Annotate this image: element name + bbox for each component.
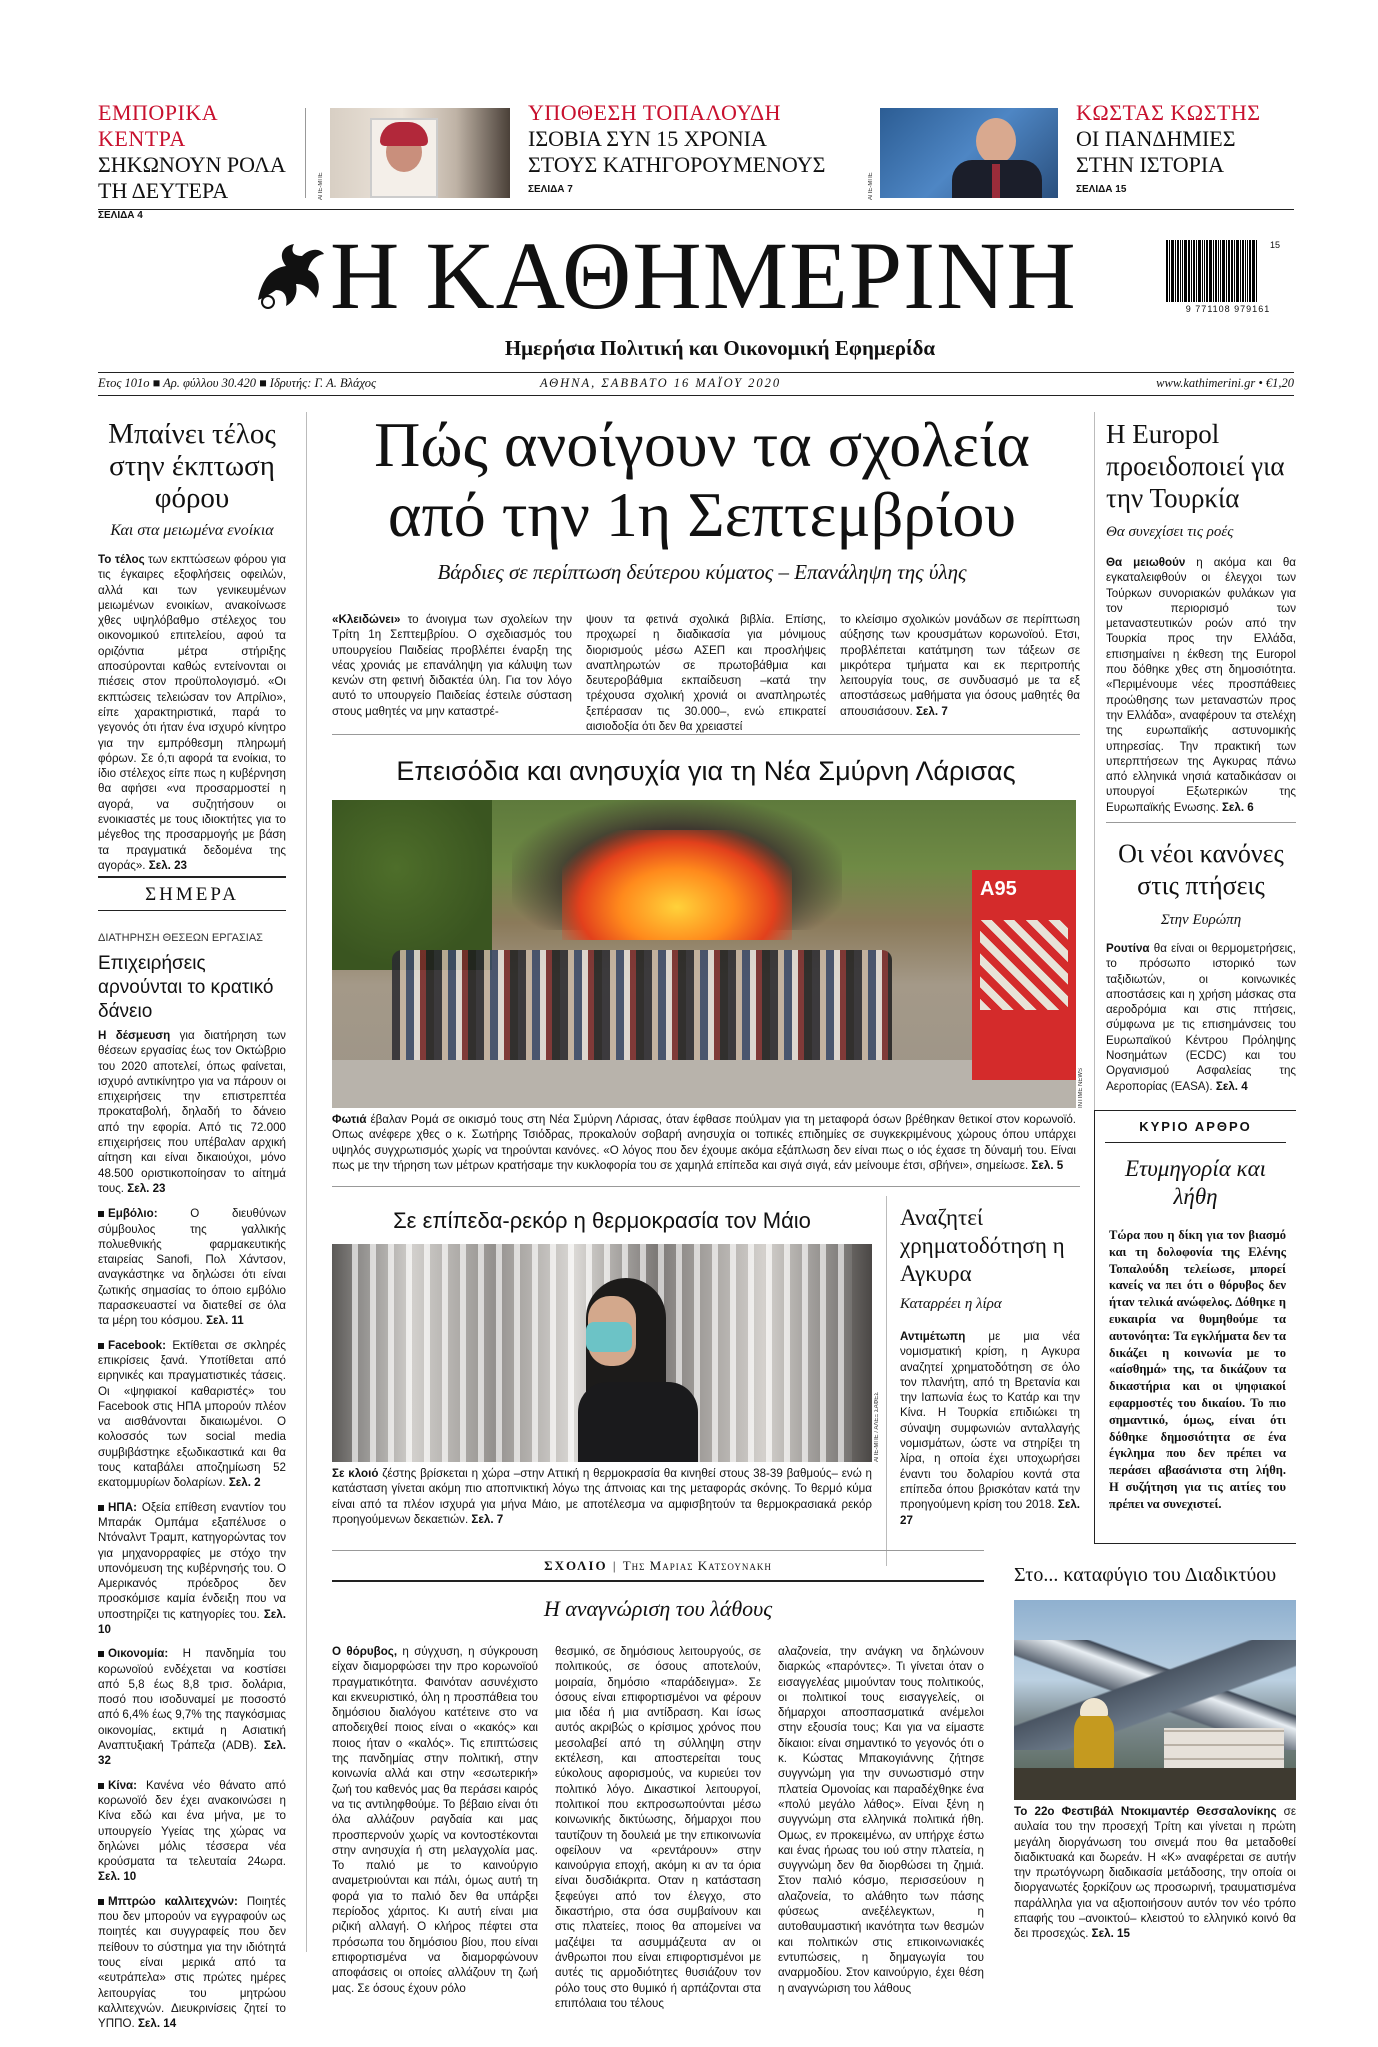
main-col-1 bbox=[332, 612, 572, 719]
story-headline: Οι νέοι κανόνες στις πτήσεις bbox=[1118, 839, 1284, 900]
fire-truck bbox=[972, 870, 1076, 1080]
column-col-2: θεσμικό, σε δημόσιους λειτουργούς, σε πολιτικούς, σε όσους αποτελούν, μοιραία, δημόσιο «παράδειγμα». Σε όσους είναι επιφορτισμένοι να φέρουν μια ιδέα ή μια αντίδραση. Και ίσως αυτός ακριβώς ο κρίσιμος χρόνος που μεσολαβεί από τη σύλληψη στην εκτέλεση, και αποστερείται τους εύκολους αφορισμούς, να κυριεύει τον πολιτικό λόγο. Δικαστικοί λειτουργοί, πολιτικοί που εκπροσωπούνται μέσω κοινωνικής δικτύωσης, δήμαρχοι που ταυτίζουν τη δουλειά με την επικοινωνία οφείλουν να «ρεντάρουν» στην καινούργια εποχή, ακόμη κι αν τα όρια είναι δυσδιάκριτα. Οταν η κατάσταση ξεφεύγει από τον έλεγχο, στο δικαστήριο, στα όσα συμβαίνουν και στις πλατείες, ποιος θα απομείνει να μαζέψει τα ασυμμάζευτα αν οι άνθρωποι που είναι επιφορτισμένοι με αυτές τις αρμοδιότητες θυσιάζουν τον ρόλο τους στο θυμικό ή αρπάζονται στα επιπόλαια του τέλους bbox=[555, 1645, 761, 2010]
caption-lead: Φωτιά bbox=[332, 1113, 367, 1126]
story-headline: Μπαίνει τέλος στην έκπτωση φόρου bbox=[108, 418, 276, 514]
teaser-kicker: ΥΠΟΘΕΣΗ ΤΟΠΑΛΟΥΔΗ bbox=[528, 100, 782, 125]
barcode-addon: 15 bbox=[1270, 240, 1281, 250]
bullet-square bbox=[98, 1211, 104, 1217]
bullet-square bbox=[98, 1505, 104, 1511]
story-text: η σύγχυση, η σύγκρουση είχαν διαμορφώσει την προ κορωνοϊού πραγματικότητα. Φαινόταν ασυνέχιστο και εκνευριστικό, όλη η προσπάθεια του δημόσιου διαλόγου κατέτεινε στο να αποδειχθεί ποιος είναι ο «κακός» και ποιος ήταν ο «καλός». Τις επιπτώσεις της πανδημίας στην πολιτική, στην κοινωνία αλλά και στην «εσωτερική» ζωή του καθενός μας θα περάσει καιρός να τις αντιληφθούμε. Το βέβαιο είναι ότι όλα αλλάζουν ραγδαία και μας προσπερνούν χωρίς να κοντοστέκονται στην ανησυχία ή στη μελαγχολία μας. Το παλιό με το καινούργιο αναμετριούνται και πάλι, όμως αυτή τη φορά για το παλιό δεν θα υπάρξει περίοδος χάριτος. Κι αυτή είναι μια ριζική αλλαγή. Ο κλήρος πέφτει στα πρόσωπα του δημόσιου βίου, που είναι επιφορτισμένα να διαμορφώνουν αποφάσεις οι οποίες αλλάζουν τη ζωή μας. Σε όσους έχουν ρόλο bbox=[332, 1645, 538, 1995]
issue-date: ΑΘΗΝΑ, ΣΑΒΒΑΤΟ 16 ΜΑΪΟΥ 2020 bbox=[540, 376, 782, 390]
main-col-2: ψουν τα φετινά σχολικά βιβλία. Επίσης, προχωρεί η διαδικασία για μόνιμους διορισμούς μέσω ΑΣΕΠ και προσλήψεις αναπληρωτών σε πρωτοβάθμια και δευτεροβάθμια εκπαίδευση –κατά την τρέχουσα σχολική χρονιά οι αναπληρωτές ξεπέρασαν τις 30.000–, ενώ επικρατεί αισιοδοξία ότι δεν θα χρειαστεί bbox=[586, 613, 826, 734]
story-page: Σελ. 27 bbox=[900, 1498, 1080, 1527]
issue-info: Ετος 101ο ■ Αρ. φύλλου 30.420 ■ Ιδρυτής: Γ. Α. Βλάχος bbox=[98, 376, 377, 390]
story-lead: Η δέσμευση bbox=[98, 1029, 171, 1042]
teaser-page: ΣΕΛΙΔΑ 7 bbox=[528, 184, 573, 195]
brief-page: Σελ. 11 bbox=[206, 1314, 244, 1328]
heat-headline[interactable]: Σε επίπεδα-ρεκόρ η θερμοκρασία τον Μάιο bbox=[393, 1208, 811, 1233]
teaser-topaloudi[interactable] bbox=[528, 100, 828, 195]
larissa-caption bbox=[332, 1112, 1076, 1173]
speaker-head bbox=[976, 118, 1016, 164]
editorial-headline: Ετυμηγορία και λήθη bbox=[1124, 1156, 1267, 1209]
brief-page: Σελ. 14 bbox=[137, 2017, 177, 2031]
divider bbox=[98, 395, 1294, 396]
teaser-photo-kostis bbox=[880, 108, 1058, 198]
ground bbox=[1014, 1768, 1296, 1800]
caption-page: Σελ. 7 bbox=[471, 1512, 504, 1526]
divider bbox=[98, 876, 286, 878]
column-header: ΣΧΟΛΙΟ | Της Μαριας Κατσουνακη bbox=[544, 1558, 772, 1573]
divider bbox=[332, 1186, 1080, 1187]
heat-caption bbox=[332, 1466, 872, 1527]
teaser-headline: ΣΗΚΩΝΟΥΝ ΡΟΛΑ ΤΗ ΔΕΥΤΕΡΑ bbox=[98, 152, 285, 203]
larissa-photo bbox=[332, 800, 1076, 1108]
woman-body bbox=[578, 1382, 698, 1462]
story-text: το άνοιγμα των σχολείων την Τρίτη 1η Σεπτεμβρίου. Ο σχεδιασμός του υπουργείου Παιδείας προβλέπει έναρξη της νέας χρονιάς με επανάληψη για κάλυψη των κενών στη φετινή διδακτέα ύλη. Για τον λόγο αυτό το υπουργείο Παιδείας έστειλε σύσταση στους μαθητές να μην καταστρέ- bbox=[332, 613, 572, 718]
europol-story[interactable] bbox=[1106, 418, 1296, 815]
heat-photo bbox=[332, 1244, 872, 1462]
masthead-subtitle: Ημερήσια Πολιτική και Οικονομική Εφημερίδα bbox=[504, 336, 936, 360]
caption-page: Σελ. 5 bbox=[1031, 1158, 1064, 1172]
main-subhead: Βάρδιες σε περίπτωση δεύτερου κύματος – Επανάληψη της ύλης bbox=[437, 560, 967, 584]
main-story[interactable] bbox=[322, 410, 1082, 585]
story-subhead: Καταρρέει η λίρα bbox=[900, 1296, 1002, 1312]
griffin-logo bbox=[248, 238, 328, 310]
story-headline: Η Europol προειδοποιεί για την Τουρκία bbox=[1106, 419, 1285, 513]
brief-page: Σελ. 32 bbox=[98, 1739, 286, 1768]
editorial-label: ΚΥΡΙΟ ΑΡΘΡΟ bbox=[1105, 1119, 1286, 1143]
column-divider bbox=[306, 412, 307, 1952]
left-lead-story[interactable] bbox=[98, 418, 286, 873]
story-page: Σελ. 6 bbox=[1221, 800, 1254, 814]
brief-page: Σελ. 2 bbox=[228, 1476, 261, 1490]
photo-credit: ΑΠΕ-ΜΠΕ / ΑΛΕΞ ΣΑΦΕΣ bbox=[874, 1392, 880, 1462]
today-section[interactable] bbox=[98, 932, 286, 2040]
column-col-3: αλαζονεία, την ανάγκη να δηλώνουν διαρκώς «παρόντες». Τι γίνεται όταν ο εισαγγελέας μιμούνταν τους πολιτικούς, οι πολιτικοί τους εισαγγελείς, οι δήμαρχοι αποσπασματικά ανέμελοι στην εξουσία τους; Και για να είμαστε δίκαιοι: είναι σημαντικό το γεγονός ότι ο κ. Κώστας Μπακογιάννης ζήτησε συγγνώμη για την συνωστισμό στην πλατεία Ομονοίας και παραδέχθηκε ένα «πολύ μεγάλο λάθος». Είναι ξένη η συγγνώμη στα ελληνικά πολιτικά ήθη. Ομως, εν προκειμένω, αν υπήρχε έστω και ένας ήρωας του ιού στην πλατεία, η συγγνώμη δεν θα διορθώσει τη ζημιά. Στον παλιό κόσμο, περισσεύουν η αλαζονεία, το αλάθητο των πάσης φύσεως ανεξέλεγκτων, η αυτοθαυμαστική ικανότητα των θεσμών και πολιτικών στις επικοινωνιακές εντυπώσεις, η δημαγωγία του αναρμοδίου. Στον καινούργιο, έχει θέση η αναγνώριση του λάθους bbox=[778, 1645, 984, 1995]
masthead-title: Η ΚΑΘΗΜΕΡΙΝΗ bbox=[330, 222, 1077, 329]
story-lead: Το τέλος bbox=[98, 553, 145, 566]
teaser-retail[interactable] bbox=[98, 100, 303, 221]
brief-page: Σελ. 10 bbox=[98, 1607, 286, 1636]
today-label: ΣΗΜΕΡΑ bbox=[145, 884, 239, 905]
column-headline[interactable]: Η αναγνώριση του λάθους bbox=[543, 1596, 773, 1621]
festival-photo bbox=[1014, 1600, 1296, 1800]
editorial-box[interactable] bbox=[1094, 1110, 1296, 1544]
teaser-pandemics[interactable] bbox=[1076, 100, 1286, 195]
caption-title: Το 22ο Φεστιβάλ Ντοκιμαντέρ Θεσσαλονίκης bbox=[1014, 1805, 1277, 1818]
flights-story[interactable] bbox=[1106, 838, 1296, 1094]
bullet-square bbox=[98, 1651, 104, 1657]
portrait-hair bbox=[380, 122, 428, 146]
story-lead: «Κλειδώνει» bbox=[332, 613, 401, 626]
main-headline-line1: Πώς ανοίγουν τα σχολεία bbox=[374, 409, 1030, 480]
caption-text: σε αυλαία του την προσεχή Τρίτη και γίνεται η πρώτη μεγάλη διοργάνωση του σινεμά που θα μεταδοθεί διαδικτυακά και δωρεάν. Η «Κ» αναφέρεται σε αυτήν την πρωτόγνωρη διαδικασία μετάδοσης, την οποία οι διοργανωτές ξορκίζουν ως προσωρινή, τραυματισμένα παράλληλα για να αξιοποιήσουν αυτόν τον νέο τρόπο επαφής του –ανοικτού– κλειστού το ελληνικό κοινό θα δει προσεχώς. bbox=[1014, 1805, 1296, 1941]
barcode-number: 9 771108 979161 bbox=[1185, 304, 1271, 314]
main-col-3 bbox=[840, 612, 1080, 719]
divider bbox=[1106, 822, 1296, 823]
today-headline: Επιχειρήσεις αρνούνται το κρατικό δάνειο bbox=[98, 953, 274, 1022]
brief-text: Η πανδημία του κορωνοϊού ενδέχεται να κοστίσει από 5,8 έως 8,8 τρισ. δολάρια, ποσό που ισοδυναμεί με ποσοστό από 6,4% έως 9,7% της παγκόσμιας οικονομίας, εκτιμά η Ασιατική Αναπτυξιακή Τράπεζα (ADB). bbox=[98, 1647, 286, 1753]
story-page: Σελ. 23 bbox=[127, 1181, 166, 1195]
story-headline: Αναζητεί χρηματοδότηση η Αγκυρα bbox=[900, 1205, 1065, 1286]
speaker-tie bbox=[992, 164, 1000, 198]
story-text: θα είναι οι θερμομετρήσεις, το πρόσωπο ιστορικό των ταξιδιωτών, οι κοινωνικές αποστάσεις και η χρήση μάσκας στα αεροδρόμια και στις πτήσεις, σύμφωνα με τις επισημάνσεις του Ευρωπαϊκού Κέντρου Πρόληψης Νοσημάτων (ECDC) και του Οργανισμού Ασφαλείας της Αεροπορίας (EASA). bbox=[1106, 942, 1296, 1093]
brief-text: Εκτίθεται σε σκληρές επικρίσεις ξανά. Υποτίθεται από ειρηνικές και πραγματιστικές τάσεις. Οι «ψηφιακοί καθαριστές» του Facebook στις ΗΠΑ μπορούν πλέον να αισθάνονται δικαιωμένοι. Ο κολοσσός των social media συμβιβάστηκε εξωδικαστικά και θα τους καταβάλει αποζημίωση 52 εκατομμυρίων δολαρίων. bbox=[98, 1338, 286, 1490]
story-lead: Ο θόρυβος, bbox=[332, 1645, 398, 1658]
divider bbox=[332, 1580, 984, 1582]
story-body bbox=[1106, 941, 1296, 1094]
editorial-body: Τώρα που η δίκη για τον βιασμό και τη δολοφονία της Ελένης Τοπαλούδη τελείωσε, μπορεί κανείς να πει ότι ο θόρυβος δεν ήταν τελικά ανώφελος. Δόθηκε η ευκαιρία να θυμηθούμε τα αυτονόητα: Τα εγκλήματα δεν τα δικάζει η κοινωνία με το «αίσθημά» της, τα δικάζουν τα δικαστήρια και οι ψηφιακοί εφαρμοστές του δικαίου. Το πιο σημαντικό, όμως, είναι ότι δόθηκε δημοσιότητα σε ένα έγκλημα που δεν πρέπει να περάσει αβασάνιστα στη λήθη. Η συζήτηση για τις αιτίες του πρέπει να συνεχιστεί. bbox=[1109, 1228, 1286, 1511]
column-author: Της Μαριας Κατσουνακη bbox=[622, 1558, 772, 1573]
brief-usa[interactable] bbox=[98, 1500, 286, 1638]
column-divider bbox=[886, 1196, 887, 1566]
face-mask bbox=[586, 1322, 632, 1352]
brief-head: Κίνα: bbox=[108, 1778, 138, 1792]
brief-text: Κανένα νέο θάνατο από κορωνοϊό δεν έχει ανακοινώσει η Κίνα εδώ και ένα μήνα, με το υπουργείο Υγείας της χώρας να δηλώνει μόλις τέσσερα νέα κρούσματα τα τελευταία 24ωρα. bbox=[98, 1778, 286, 1869]
story-text: των εκπτώσεων φόρου για τις έγκαιρες εξοφλήσεις οφειλών, αλλά και των γενικευμένων μειωμένων ενοικίων, ανακοίνωσε χθες υψηλόβαθμο στέλεχος του οικονομικού επιτελείου, αφού τα οριζόντια μέτρα στήριξης αποσύρονται καθώς εντείνονται οι πιέσεις στον προϋπολογισμό. «Οι εκπτώσεις τελειώσαν τον Απρίλιο», είπε χαρακτηριστικά, παρά το γεγονός ότι ήταν ένα ισχυρό κίνητρο για την εμπρόθεσμη πληρωμή φόρων. Σε ό,τι αφορά τα ενοίκια, το ίδιο στέλεχος είπε πως η κυβέρνηση θα αφήσει «να προσαρμοστεί η αγορά, να συζητήσουν οι ενοικιαστές με τους ιδιοκτήτες για το μέγεθος της προσαρμογής με βάση τα πραγματικά δεδομένα της αγοράς». bbox=[98, 553, 286, 872]
brief-vaccine[interactable] bbox=[98, 1206, 286, 1328]
story-lead: Αντιμέτωπη bbox=[900, 1330, 966, 1343]
fire-truck-label: A95 bbox=[980, 878, 1017, 900]
caption-page: Σελ. 15 bbox=[1091, 1927, 1130, 1941]
divider bbox=[332, 734, 1080, 735]
divider bbox=[332, 1550, 984, 1551]
brief-page: Σελ. 10 bbox=[98, 1870, 137, 1884]
bullet-square bbox=[98, 1899, 104, 1905]
brief-text: Οξεία επίθεση εναντίον του Μπαράκ Ομπάμα εξαπέλυσε ο Ντόναλντ Τραμπ, κατηγορώντας τον για μηχανορραφίες με στόχο την υπονόμευση της κυβέρνησής του. Ο Αμερικανός πρόεδρος δεν προσκόμισε καμία ένδειξη που να υποστηρίζει τις κατηγορίες του. bbox=[98, 1500, 286, 1621]
story-lead: Θα μειωθούν bbox=[1106, 556, 1186, 569]
trees-left bbox=[332, 800, 492, 970]
teaser-headline: ΟΙ ΠΑΝΔΗΜΙΕΣ ΣΤΗΝ ΙΣΤΟΡΙΑ bbox=[1076, 126, 1236, 177]
site-price: www.kathimerini.gr • €1,20 bbox=[1156, 376, 1294, 390]
brief-text: Ποιητές που δεν μπορούν να εγγραφούν ως ποιητές και συγγραφείς που δεν πείθουν το σύστημα για την ιδιότητά τους είναι μερικά από τα «ευτράπελα» στις πρώτες ημέρες λειτουργίας του μητρώου καλλιτεχνών. Διευκρινίσεις ζητεί το ΥΠΠΟ. bbox=[98, 1894, 287, 2031]
bullet-square bbox=[98, 1783, 104, 1789]
caption-text: ζέστης βρίσκεται η χώρα –στην Αττική η θερμοκρασία θα κινηθεί στους 38-39 βαθμούς– ενώ η κατάσταση γίνεται ακόμη πιο αποπνικτική λόγω της άπνοιας και της μεταφοράς σκόνης. Το θερμό κύμα είναι από τα πλέον ισχυρά για μήνα Μάιο, με αποτέλεσμα να αμφισβητούν τα θερμοκρασιακά ρεκόρ προηγούμενων δεκαετιών. bbox=[332, 1467, 872, 1526]
divider bbox=[98, 910, 286, 911]
brief-head: Οικονομία: bbox=[108, 1647, 169, 1661]
caption-lead: Σε κλοιό bbox=[332, 1467, 379, 1480]
photo-credit: ΑΠΕ-ΜΠΕ bbox=[318, 172, 324, 200]
divider bbox=[98, 372, 1294, 373]
brief-head: Facebook: bbox=[108, 1338, 166, 1352]
teaser-page: ΣΕΛΙΔΑ 15 bbox=[1076, 184, 1127, 195]
story-body bbox=[98, 552, 286, 873]
worker bbox=[1074, 1710, 1114, 1770]
teaser-headline: ΙΣΟΒΙΑ ΣΥΝ 15 ΧΡΟΝΙΑ ΣΤΟΥΣ ΚΑΤΗΓΟΡΟΥΜΕΝΟΥΣ bbox=[528, 126, 826, 177]
ankara-story[interactable] bbox=[900, 1204, 1080, 1528]
brief-china[interactable] bbox=[98, 1778, 286, 1885]
divider bbox=[98, 209, 1294, 210]
brief-facebook[interactable] bbox=[98, 1338, 286, 1491]
brief-artists-registry[interactable] bbox=[98, 1894, 286, 2032]
photo-credit: INTIME NEWS bbox=[1078, 1068, 1084, 1108]
story-page: Σελ. 4 bbox=[1215, 1079, 1248, 1093]
road bbox=[332, 1060, 1076, 1108]
crowd bbox=[392, 950, 892, 1070]
teaser-page: ΣΕΛΙΔΑ 4 bbox=[98, 210, 143, 221]
story-page: Σελ. 7 bbox=[915, 704, 948, 718]
teaser-kicker: ΕΜΠΟΡΙΚΑ ΚΕΝΤΡΑ bbox=[98, 100, 217, 151]
fire-flames bbox=[562, 830, 792, 940]
teaser-kicker: ΚΩΣΤΑΣ ΚΩΣΤΗΣ bbox=[1076, 100, 1261, 125]
larissa-headline[interactable]: Επεισόδια και ανησυχία για τη Νέα Σμύρνη Λάρισας bbox=[396, 756, 1016, 786]
story-subhead: Θα συνεχίσει τις ροές bbox=[1106, 524, 1234, 540]
story-subhead: Και στα μειωμένα ενοίκια bbox=[110, 522, 274, 539]
story-text: για διατήρηση των θέσεων εργασίας έως τον Οκτώβριο του 2020 αποτελεί, όπως φαίνεται, ισχυρό αντικίνητρο για να πάρουν οι επιχειρήσεις την επιστρεπτέα προκαταβολή, δηλαδή το δάνειο από την εφορία. Από τις 72.000 επιχειρήσεις που υπέβαλαν αρχική αίτηση και είναι δικαιούχοι, μόνο 48.500 οριστικοποίησαν το αίτημά τους. bbox=[98, 1029, 286, 1195]
story-text: η ακόμα και θα εγκαταλειφθούν οι έλεγχοι των Τούρκων συνοριακών φυλάκων για τον περιορισμό των μεταναστευτικών ροών από την Τουρκία προς την Ελλάδα, επισημαίνει η έκθεση της Europol που δόθηκε χθες στη δημοσιότητα. «Περιμένουμε νέες προσπάθειες προώθησης των μεταναστών προς την Ελλάδα», αναφέρουν τα στελέχη της ευρωπαϊκής αστυνομικής υπηρεσίας. Την πρακτική των υπερπτήσεων της Αγκυρας πάνω από ελληνικά νησιά καταδικάσαν οι υπουργοί Εξωτερικών της Ευρωπαϊκής Ενωσης. bbox=[1106, 556, 1296, 814]
main-headline-line2: από την 1η Σεπτεμβρίου bbox=[387, 479, 1017, 550]
photo-credit: ΑΠΕ-ΜΠΕ bbox=[868, 172, 874, 200]
column-label: ΣΧΟΛΙΟ bbox=[544, 1558, 608, 1573]
festival-headline[interactable]: Στο... καταφύγιο του Διαδικτύου bbox=[1014, 1564, 1277, 1586]
story-page: Σελ. 23 bbox=[148, 858, 187, 872]
column-col-1 bbox=[332, 1644, 538, 1996]
story-text: το κλείσιμο σχολικών μονάδων σε περίπτωση αύξησης των κρουσμάτων κορωνοϊού. Ετσι, προβλέπεται κατάτμηση των τάξεων σε μικρότερα τμήματα και εκ περιτροπής λειτουργία τους, σε συνδυασμό με τα εξ αποστάσεως μαθήματα για όσους μαθητές θα απουσιάσουν. bbox=[840, 613, 1080, 718]
today-kicker: ΔΙΑΤΗΡΗΣΗ ΘΕΣΕΩΝ ΕΡΓΑΣΙΑΣ bbox=[98, 932, 263, 944]
divider bbox=[305, 108, 306, 198]
story-text: με μια νέα νομισματική κρίση, η Αγκυρα αναζητεί χρηματοδότηση σε όλο τον πλανήτη, από τη Βρετανία και την Ιαπωνία έως το Κατάρ και την Κίνα. Η Τουρκία επιδιώκει τη σύναψη συμφωνιών ανταλλαγής νομισμάτων, ώστε να στηρίξει τη λίρα, η οποία έχει υποχωρήσει έναντι του δολαρίου κοντά στα επίπεδα όπου βρισκόταν κατά την προηγούμενη κρίση του 2018. bbox=[900, 1330, 1080, 1512]
brief-head: Μπτρώο καλλιτεχνών: bbox=[108, 1894, 238, 1908]
brief-economy[interactable] bbox=[98, 1646, 286, 1768]
fire-truck-stripes bbox=[980, 920, 1068, 1010]
story-body bbox=[900, 1329, 1080, 1528]
caption-text: έβαλαν Ρομά σε οικισμό τους στη Νέα Σμύρνη Λάρισας, όταν έφθασε πούλμαν για τη μεταφορά όσων βρέθηκαν θετικοί στον κορωνοϊό. Οπως ανέφερε χθες ο κ. Σωτήρης Τσιόδρας, προκαλούν σοβαρή ανησυχία οι τοπικές επιδημίες σε συγκεκριμένους χώρους όπου υπάρχει υψηλός συγχρωτισμός χωρίς να τηρούνται κανόνες. «Ο λόγος που δεν έχουμε ακόμα εξάπλωση δεν είναι πως ο ιός έχασε τη δύναμή του. Είναι πως με την τήρηση των μέτρων κρατήσαμε την κυκλοφορία του σε χαμηλά επίπεδα και σιγά σιγά, εάν μείνουμε έτσι, σβήνει», σημείωσε. bbox=[332, 1113, 1076, 1172]
story-lead: Ρουτίνα bbox=[1106, 942, 1150, 955]
festival-caption bbox=[1014, 1804, 1296, 1942]
story-subhead: Στην Ευρώπη bbox=[1160, 912, 1242, 928]
teaser-photo-topaloudi bbox=[330, 108, 510, 198]
story-body bbox=[1106, 555, 1296, 815]
brief-head: ΗΠΑ: bbox=[108, 1500, 137, 1514]
bullet-square bbox=[98, 1343, 104, 1349]
brief-text: Ο διευθύνων σύμβουλος της γαλλικής πολυεθνικής φαρμακευτικής εταιρείας Sanofi, Πολ Χάντσον, αναγκάστηκε να δηλώσει ότι είναι ζωτικής σημασίας το όποιο εμβόλιο παρασκευαστεί να διατεθεί σε όλα τα μέρη του κόσμου. bbox=[98, 1207, 286, 1328]
brief-head: Εμβόλιο: bbox=[108, 1207, 158, 1221]
today-body bbox=[98, 1028, 286, 1196]
